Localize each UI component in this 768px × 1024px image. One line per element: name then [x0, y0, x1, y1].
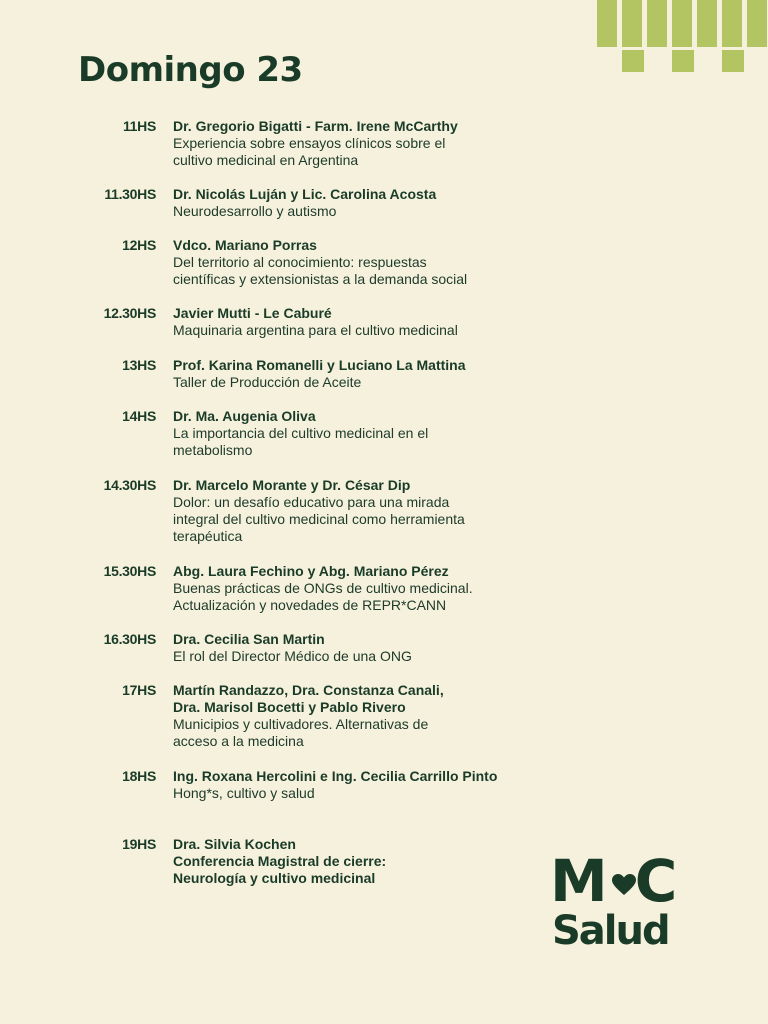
heart-icon	[612, 874, 636, 896]
checker-square	[622, 50, 644, 72]
logo-line1: M C	[550, 847, 675, 915]
entry-topic: Neurología y cultivo medicinal	[173, 870, 376, 886]
entry-body	[173, 631, 573, 665]
entry-speaker: Martín Randazzo, Dra. Constanza Canali,	[173, 682, 444, 698]
checker-square	[597, 0, 617, 47]
entry-time: 18HS	[122, 768, 156, 784]
checker-square	[747, 0, 767, 47]
entry-topic: metabolismo	[173, 442, 253, 458]
checker-square	[647, 0, 667, 47]
checker-square	[672, 50, 694, 72]
entry-speaker: Dr. Nicolás Luján y Lic. Carolina Acosta	[173, 186, 437, 202]
entry-topic: Dolor: un desafío educativo para una mirada	[173, 494, 450, 510]
entry-topic: Experiencia sobre ensayos clínicos sobre el	[173, 135, 446, 151]
entry-body	[173, 563, 573, 614]
entry-time: 15.30HS	[103, 563, 156, 579]
mc-salud-logo	[550, 847, 695, 962]
entry-body	[173, 768, 573, 802]
entry-speaker: Dra. Cecilia San Martin	[173, 631, 325, 647]
entry-time: 16.30HS	[103, 631, 156, 647]
entry-time: 11HS	[122, 118, 156, 134]
entry-body	[173, 237, 573, 288]
entry-body	[173, 408, 573, 459]
entry-topic: Del territorio al conocimiento: respuestas	[173, 254, 427, 270]
checker-square	[672, 0, 692, 47]
entry-body	[173, 836, 573, 887]
entry-topic: El rol del Director Médico de una ONG	[173, 648, 412, 664]
checker-square	[622, 0, 642, 47]
entry-body	[173, 118, 573, 169]
entry-speaker: Ing. Roxana Hercolini e Ing. Cecilia Carrillo Pinto	[173, 768, 498, 784]
page-title: Domingo 23	[78, 50, 303, 90]
entry-speaker: Prof. Karina Romanelli y Luciano La Mattina	[173, 357, 466, 373]
entry-time: 14HS	[122, 408, 156, 424]
entry-speaker: Vdco. Mariano Porras	[173, 237, 317, 253]
entry-body	[173, 305, 573, 339]
entry-topic: Actualización y novedades de REPR*CANN	[173, 597, 447, 613]
entry-speaker: Dr. Marcelo Morante y Dr. César Dip	[173, 477, 411, 493]
entry-time: 14.30HS	[103, 477, 156, 493]
logo-line2: Salud	[552, 908, 669, 954]
entry-topic: Hong*s, cultivo y salud	[173, 785, 315, 801]
entry-topic: acceso a la medicina	[173, 733, 304, 749]
entry-topic: Maquinaria argentina para el cultivo medicinal	[173, 322, 458, 338]
checker-square	[722, 50, 744, 72]
entry-time: 19HS	[122, 836, 156, 852]
entry-body	[173, 186, 573, 220]
entry-time: 17HS	[122, 682, 156, 698]
entry-speaker: Javier Mutti - Le Caburé	[173, 305, 332, 321]
entry-topic: cultivo medicinal en Argentina	[173, 152, 359, 168]
entry-speaker: Dra. Silvia Kochen	[173, 836, 296, 852]
checker-square	[722, 0, 742, 47]
entry-topic: integral del cultivo medicinal como herramienta	[173, 511, 465, 527]
entry-body	[173, 357, 573, 391]
entry-topic: La importancia del cultivo medicinal en el	[173, 425, 429, 441]
entry-speaker: Dr. Ma. Augenia Oliva	[173, 408, 316, 424]
entry-topic: terapéutica	[173, 528, 243, 544]
entry-topic: Neurodesarrollo y autismo	[173, 203, 337, 219]
entry-time: 13HS	[122, 357, 156, 373]
entry-topic: Conferencia Magistral de cierre:	[173, 853, 387, 869]
entry-topic: Municipios y cultivadores. Alternativas de	[173, 716, 429, 732]
entry-topic: Taller de Producción de Aceite	[173, 374, 362, 390]
entry-speaker: Abg. Laura Fechino y Abg. Mariano Pérez	[173, 563, 449, 579]
entry-topic: científicas y extensionistas a la demanda social	[173, 271, 468, 287]
checker-square	[697, 0, 717, 47]
entry-topic: Buenas prácticas de ONGs de cultivo medicinal.	[173, 580, 473, 596]
entry-time: 12.30HS	[103, 305, 156, 321]
entry-speaker: Dra. Marisol Bocetti y Pablo Rivero	[173, 699, 406, 715]
entry-speaker: Dr. Gregorio Bigatti - Farm. Irene McCarthy	[173, 118, 458, 134]
entry-time: 11.30HS	[104, 186, 156, 202]
entry-body	[173, 682, 573, 750]
entry-time: 12HS	[122, 237, 156, 253]
entry-body	[173, 477, 573, 545]
